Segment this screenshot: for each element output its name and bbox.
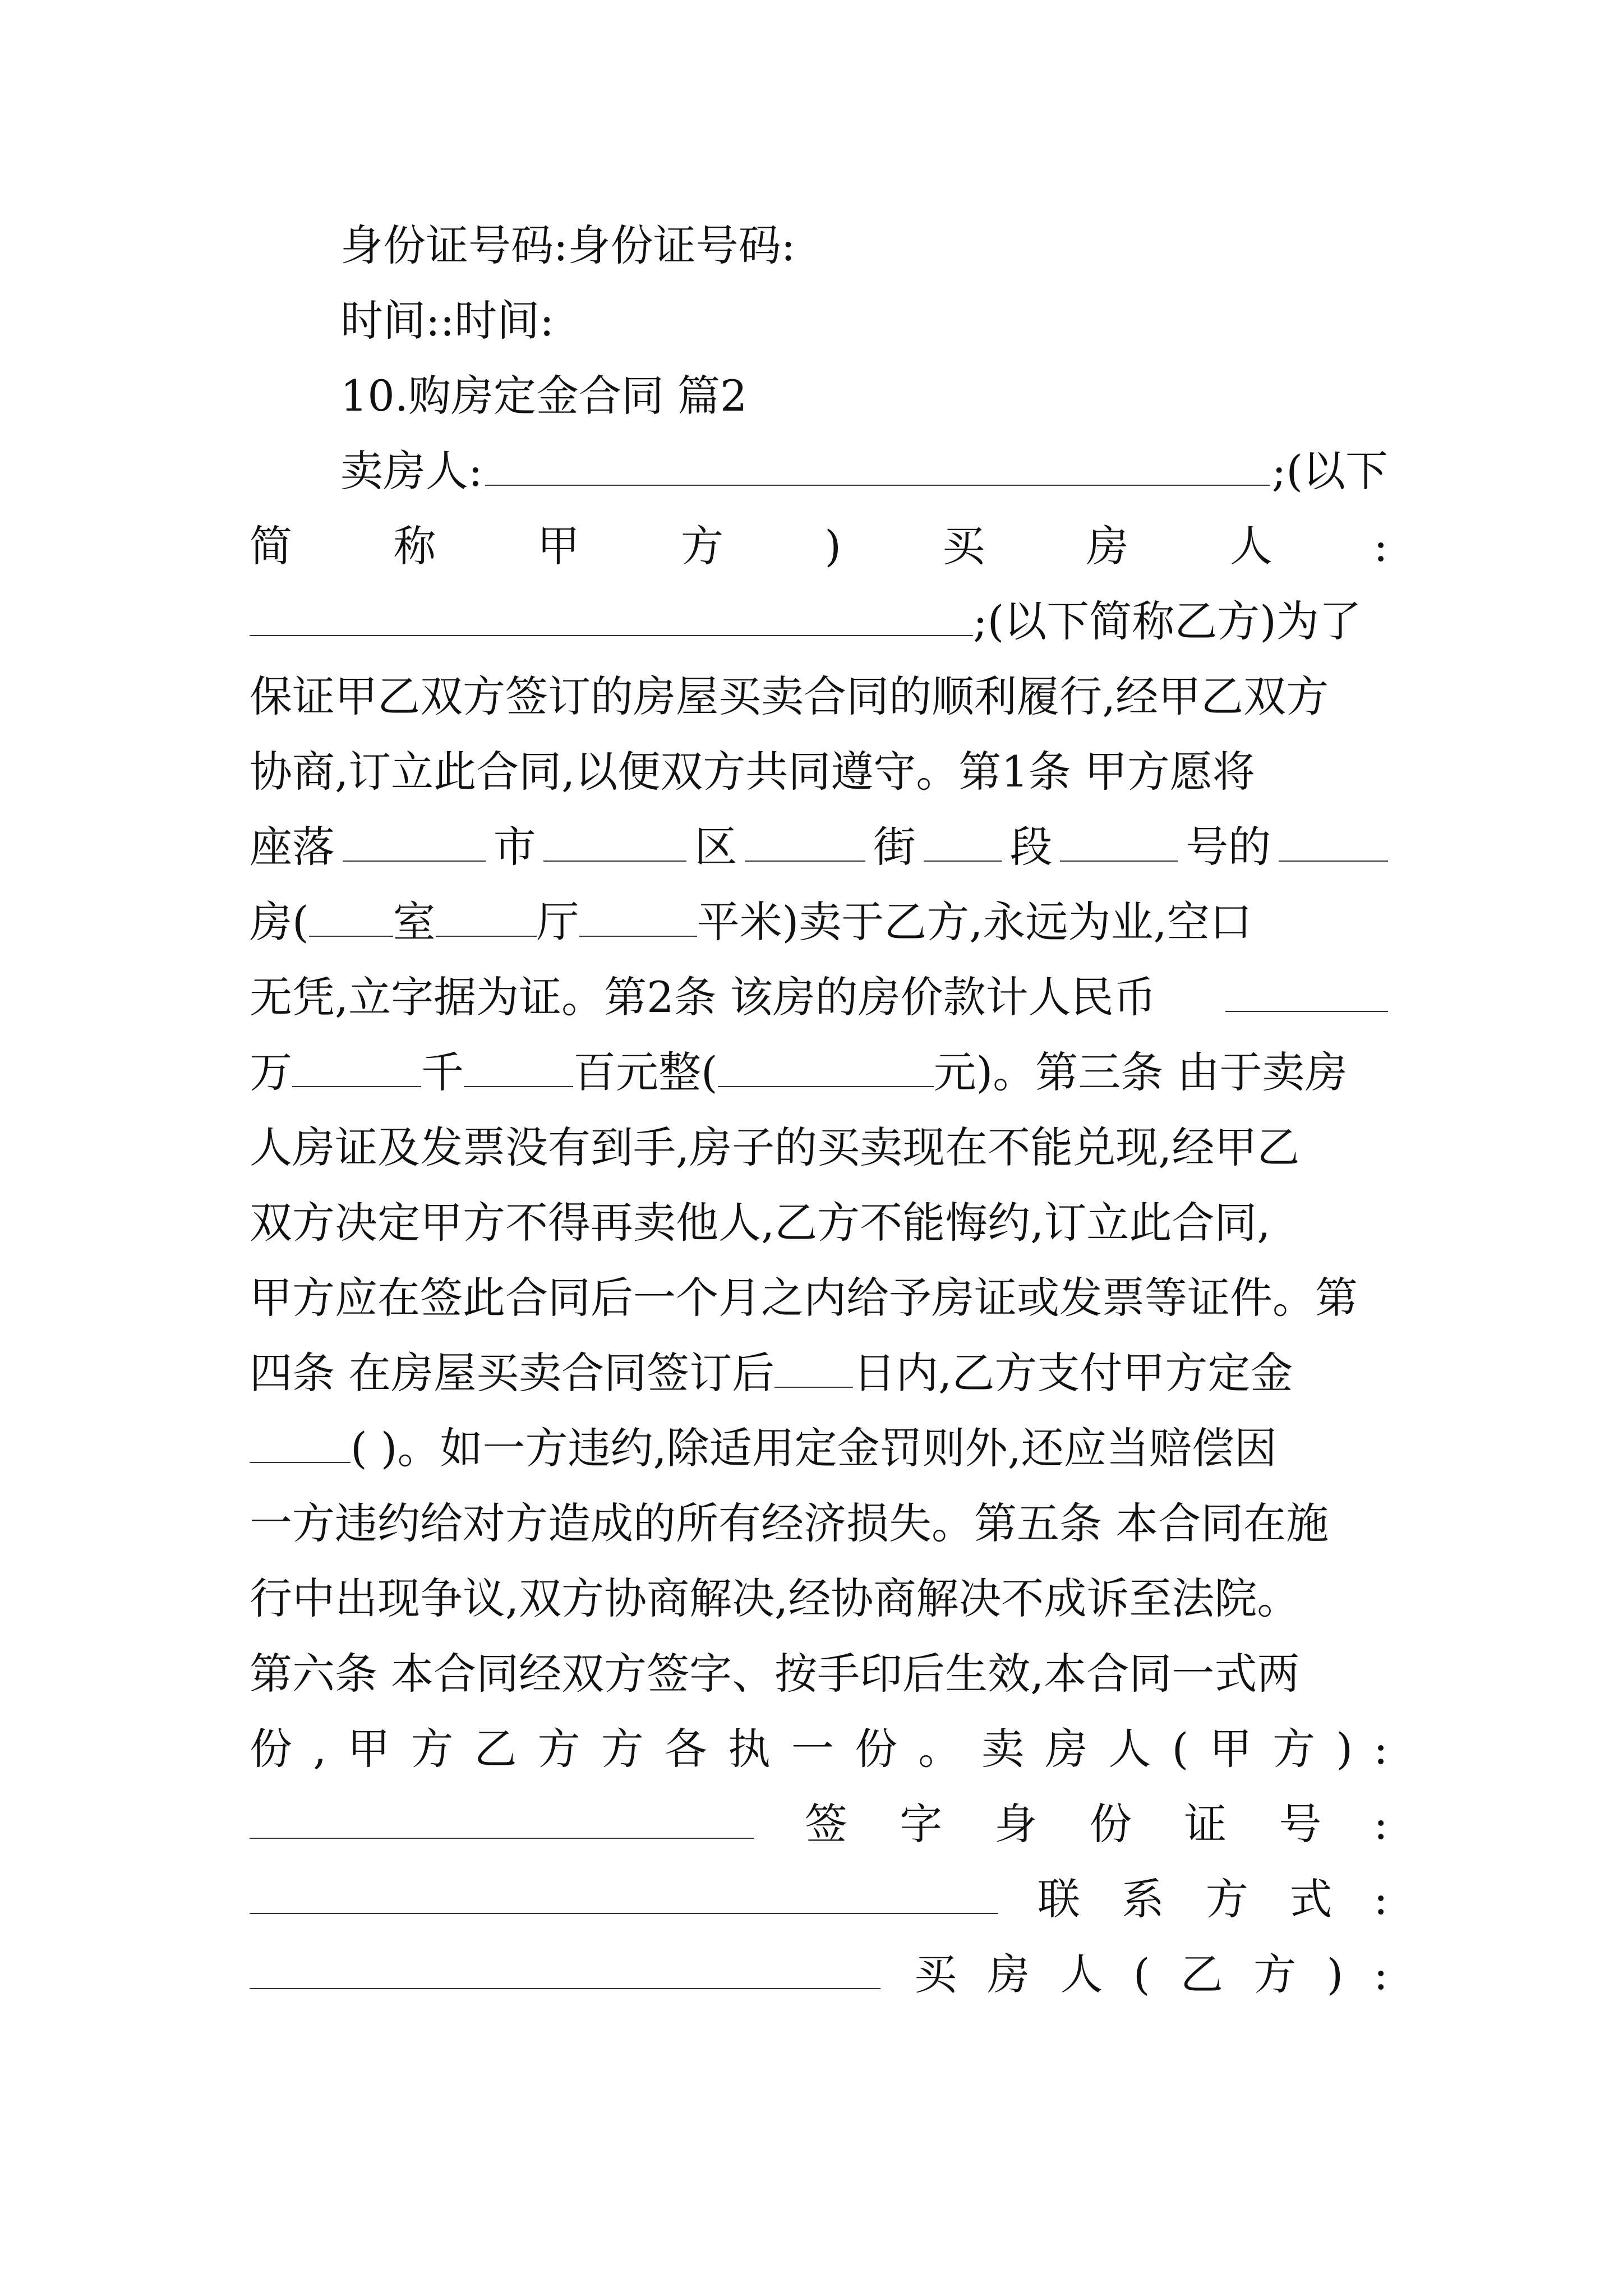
- body-text: 万: [250, 1047, 292, 1097]
- body-line: [250, 1120, 1388, 1176]
- char: 人: [1229, 521, 1272, 571]
- char: 方: [411, 1724, 454, 1774]
- char: 签: [805, 1799, 847, 1849]
- char: 乙: [474, 1724, 517, 1774]
- buyer-name-blank: [250, 601, 973, 636]
- body-text: 日内,乙方支付甲方定金: [853, 1348, 1293, 1398]
- deposit-blank: [250, 1428, 351, 1463]
- char: 方: [680, 521, 723, 571]
- street-blank: [745, 827, 865, 862]
- body-text: 房(: [250, 897, 309, 947]
- body-text: 行中出现争议,双方协商解决,经协商解决不成诉至法院。: [250, 1573, 1300, 1623]
- char: :: [1373, 1724, 1388, 1774]
- body-text: 千: [421, 1047, 464, 1097]
- body-text: 市: [493, 822, 536, 872]
- body-text: 保证甲乙双方签订的房屋买卖合同的顺利履行,经甲乙双方: [250, 671, 1329, 721]
- body-text: 厅: [536, 897, 579, 947]
- buyer-party-label: [914, 1947, 1388, 2003]
- char: 人: [1108, 1724, 1151, 1774]
- copies-line: [250, 1721, 1388, 1777]
- body-text: 段: [1009, 822, 1053, 872]
- id-number-label: [805, 1796, 1388, 1852]
- price-line: [250, 969, 1388, 1025]
- char: 卖: [981, 1724, 1025, 1774]
- body-line: [250, 1195, 1388, 1251]
- section-blank: [924, 827, 1002, 862]
- number-blank: [1060, 827, 1178, 862]
- char: 字: [900, 1799, 943, 1849]
- halls-blank: [436, 902, 537, 937]
- buyer-line: [250, 593, 1388, 650]
- body-text: 区: [694, 822, 737, 872]
- char: 。: [918, 1724, 961, 1774]
- char: 联: [1038, 1874, 1080, 1924]
- seller-suffix: ;(以下: [1271, 446, 1388, 496]
- body-text: 一方违约给对方造成的所有经济损失。第五条 本合同在施: [250, 1498, 1329, 1548]
- price-blank: [1225, 977, 1388, 1012]
- id-number-line: [250, 218, 1388, 274]
- body-text: 号的: [1186, 822, 1271, 872]
- body-text: 平米)卖于乙方,永远为业,空口: [697, 897, 1252, 947]
- deposit-line: [250, 1345, 1388, 1401]
- char: 方: [1272, 1724, 1316, 1774]
- char: 甲: [347, 1724, 390, 1774]
- price-detail-line: [250, 1045, 1388, 1101]
- seller-signature-line: [250, 1796, 1388, 1852]
- time-line: [250, 293, 1388, 349]
- seller-line: [250, 443, 1388, 499]
- body-text: 街: [873, 822, 916, 872]
- wan-blank: [292, 1052, 421, 1087]
- body-line: [250, 744, 1388, 800]
- char: 身: [994, 1799, 1038, 1849]
- body-text: 元)。第三条 由于卖房: [933, 1047, 1348, 1097]
- body-text: 无凭,立字据为证。第2条 该房的房价款计人民币: [250, 972, 1156, 1022]
- char: 房: [987, 1949, 1030, 1999]
- char: :: [1373, 1949, 1388, 1999]
- section-heading-text: 10.购房定金合同 篇2: [340, 371, 748, 421]
- days-blank: [774, 1353, 853, 1388]
- char: 份: [855, 1724, 898, 1774]
- body-text: 人房证及发票没有到手,房子的买卖现在不能兑现,经甲乙: [250, 1122, 1300, 1172]
- char: 份: [1089, 1799, 1132, 1849]
- body-text: 双方决定甲方不得再卖他人,乙方不能悔约,订立此合同,: [250, 1198, 1271, 1248]
- body-line: [250, 669, 1388, 725]
- room-line: [250, 894, 1388, 950]
- contact-blank: [250, 1954, 880, 1989]
- section-heading: [250, 368, 1388, 424]
- seller-signature-blank: [250, 1804, 754, 1839]
- party-a-b-line: [250, 518, 1388, 574]
- char: 方: [1205, 1874, 1248, 1924]
- char: (: [1133, 1949, 1150, 1999]
- char: :: [1373, 1874, 1388, 1924]
- body-text: 协商,订立此合同,以便双方共同遵守。第1条 甲方愿将: [250, 747, 1255, 797]
- body-text: 第六条 本合同经双方签字、按手印后生效,本合同一式两: [250, 1649, 1300, 1699]
- body-line: [250, 1571, 1388, 1627]
- body-line: [250, 1270, 1388, 1326]
- house-blank: [1279, 827, 1388, 862]
- char: 系: [1121, 1874, 1164, 1924]
- id-number-blank: [250, 1879, 998, 1914]
- time-text: 时间::时间:: [340, 296, 554, 346]
- body-text: 室: [393, 897, 436, 947]
- body-text: ( )。如一方违约,除适用定金罚则外,还应当赔偿因: [351, 1423, 1277, 1473]
- id-number-text: 身份证号码:身份证号码:: [340, 220, 796, 270]
- body-text: 四条 在房屋买卖合同签订后: [250, 1348, 775, 1398]
- city-blank: [343, 827, 486, 862]
- char: 方: [601, 1724, 644, 1774]
- contact-line: [250, 1871, 1388, 1927]
- char: 人: [1060, 1949, 1103, 1999]
- char: 方: [537, 1724, 580, 1774]
- rooms-blank: [309, 902, 393, 937]
- char: 份: [250, 1724, 292, 1774]
- char: 甲: [1209, 1724, 1252, 1774]
- char: ): [1336, 1724, 1353, 1774]
- char: 号: [1279, 1799, 1322, 1849]
- yuan-blank: [718, 1052, 934, 1087]
- char: 买: [942, 521, 985, 571]
- seller-label: 卖房人:: [340, 446, 483, 496]
- buyer-suffix: ;(以下简称乙方)为了: [973, 596, 1362, 646]
- char: :: [1373, 521, 1388, 571]
- char: 称: [393, 521, 436, 571]
- address-line: [250, 819, 1388, 875]
- char: 甲: [537, 521, 580, 571]
- qian-blank: [464, 1052, 573, 1087]
- char: 式: [1289, 1874, 1332, 1924]
- char: 房: [1086, 521, 1129, 571]
- body-line: [250, 1646, 1388, 1702]
- body-line: [250, 1496, 1388, 1552]
- char: 各: [664, 1724, 707, 1774]
- char: ,: [313, 1724, 327, 1774]
- buyer-signature-line: [250, 1947, 1388, 2003]
- char: 房: [1045, 1724, 1088, 1774]
- char: 一: [791, 1724, 834, 1774]
- contact-label: [1038, 1871, 1388, 1927]
- deposit-amount-line: [250, 1420, 1388, 1476]
- char: (: [1172, 1724, 1189, 1774]
- char: 执: [727, 1724, 771, 1774]
- char: 简: [250, 521, 292, 571]
- body-text: 座落: [250, 822, 335, 872]
- body-text: 甲方应在签此合同后一个月之内给予房证或发票等证件。第: [250, 1273, 1358, 1323]
- char: ): [1326, 1949, 1344, 1999]
- char: 买: [914, 1949, 957, 1999]
- body-text: 百元整(: [573, 1047, 718, 1097]
- district-blank: [543, 827, 686, 862]
- area-blank: [579, 902, 697, 937]
- char: 证: [1184, 1799, 1227, 1849]
- char: 方: [1253, 1949, 1297, 1999]
- char: ): [824, 521, 841, 571]
- char: :: [1373, 1799, 1388, 1849]
- seller-name-blank: [485, 451, 1270, 486]
- char: 乙: [1180, 1949, 1223, 1999]
